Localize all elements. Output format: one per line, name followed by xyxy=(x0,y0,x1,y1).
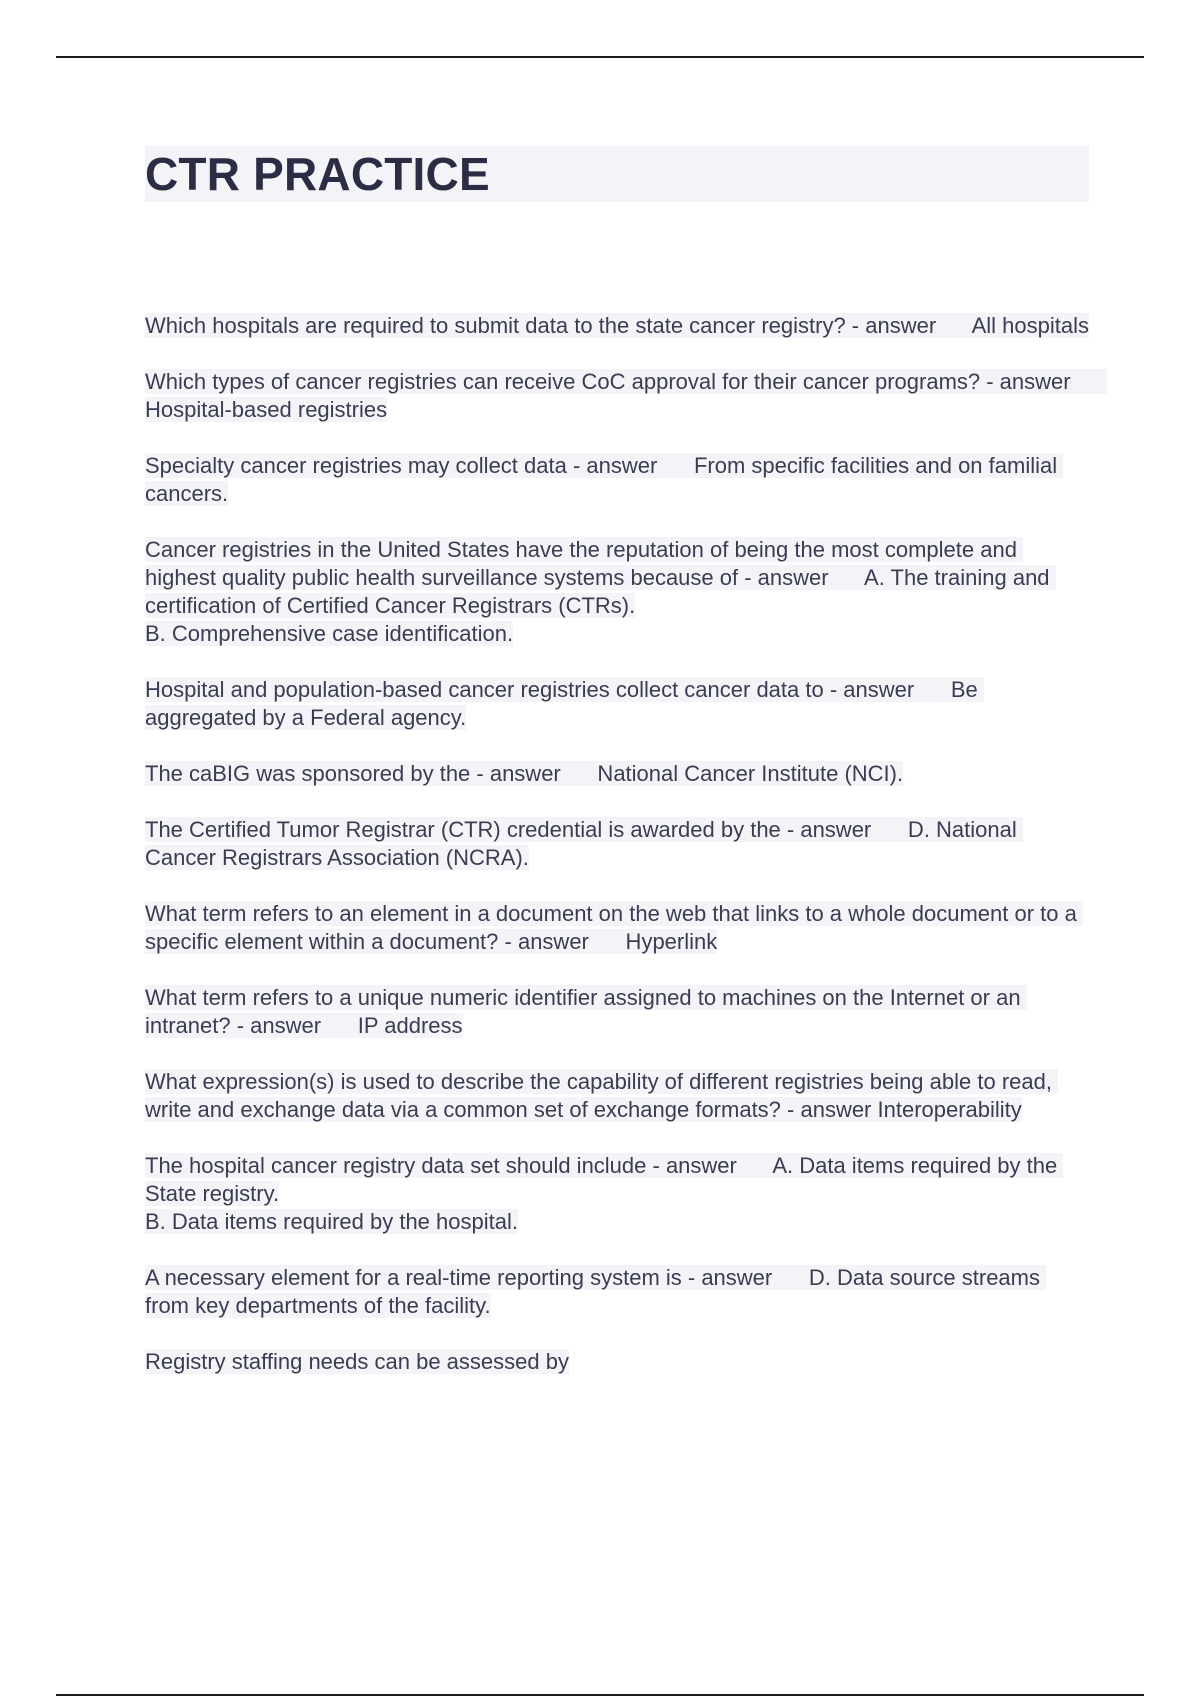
qa-text: What term refers to a unique numeric identifier assigned to machines on the Internet or an intranet? - answer IP address xyxy=(145,985,1027,1038)
qa-item-13 xyxy=(145,1348,1089,1376)
qa-item-1 xyxy=(145,312,1089,340)
qa-text: Cancer registries in the United States have the reputation of being the most complete and highest quality public health surveillance systems because of - answer A. The training and certification of Certified Cancer Registrars (CTRs). B. Comprehensive case identification. xyxy=(145,537,1056,646)
qa-text: The hospital cancer registry data set should include - answer A. Data items required by the State registry. B. Data items required by the hospital. xyxy=(145,1153,1063,1234)
qa-item-4 xyxy=(145,536,1089,648)
qa-text: The Certified Tumor Registrar (CTR) credential is awarded by the - answer D. National Cancer Registrars Association (NCRA). xyxy=(145,817,1023,870)
qa-text: Specialty cancer registries may collect data - answer From specific facilities and on familial cancers. xyxy=(145,453,1064,506)
qa-text: Registry staffing needs can be assessed by xyxy=(145,1349,569,1374)
qa-item-8 xyxy=(145,900,1089,956)
qa-text: Which types of cancer registries can receive CoC approval for their cancer programs? - answer Hospital-based registries xyxy=(145,369,1108,422)
qa-item-3 xyxy=(145,452,1089,508)
qa-text: Which hospitals are required to submit data to the state cancer registry? - answer All hospitals xyxy=(145,313,1090,338)
qa-text: Hospital and population-based cancer registries collect cancer data to - answer Be aggregated by a Federal agency. xyxy=(145,677,984,730)
qa-text: A necessary element for a real-time reporting system is - answer D. Data source streams from key departments of the facility. xyxy=(145,1265,1047,1318)
bottom-rule xyxy=(56,1694,1144,1696)
qa-item-9 xyxy=(145,984,1089,1040)
qa-item-2 xyxy=(145,368,1108,424)
qa-text: The caBIG was sponsored by the - answer National Cancer Institute (NCI). xyxy=(145,761,904,786)
qa-item-7 xyxy=(145,816,1089,872)
qa-item-6 xyxy=(145,760,1089,788)
qa-list xyxy=(145,312,1108,1404)
top-rule xyxy=(56,56,1144,58)
qa-item-12 xyxy=(145,1264,1089,1320)
page-title: CTR PRACTICE xyxy=(145,148,490,200)
qa-text: What expression(s) is used to describe the capability of different registries being able to read, write and exchange data via a common set of exchange formats? - answer Interoperability xyxy=(145,1069,1059,1122)
qa-item-11 xyxy=(145,1152,1089,1236)
qa-item-5 xyxy=(145,676,1089,732)
qa-text: What term refers to an element in a document on the web that links to a whole document or to a specific element within a document? - answer Hyperlink xyxy=(145,901,1083,954)
qa-item-10 xyxy=(145,1068,1089,1124)
